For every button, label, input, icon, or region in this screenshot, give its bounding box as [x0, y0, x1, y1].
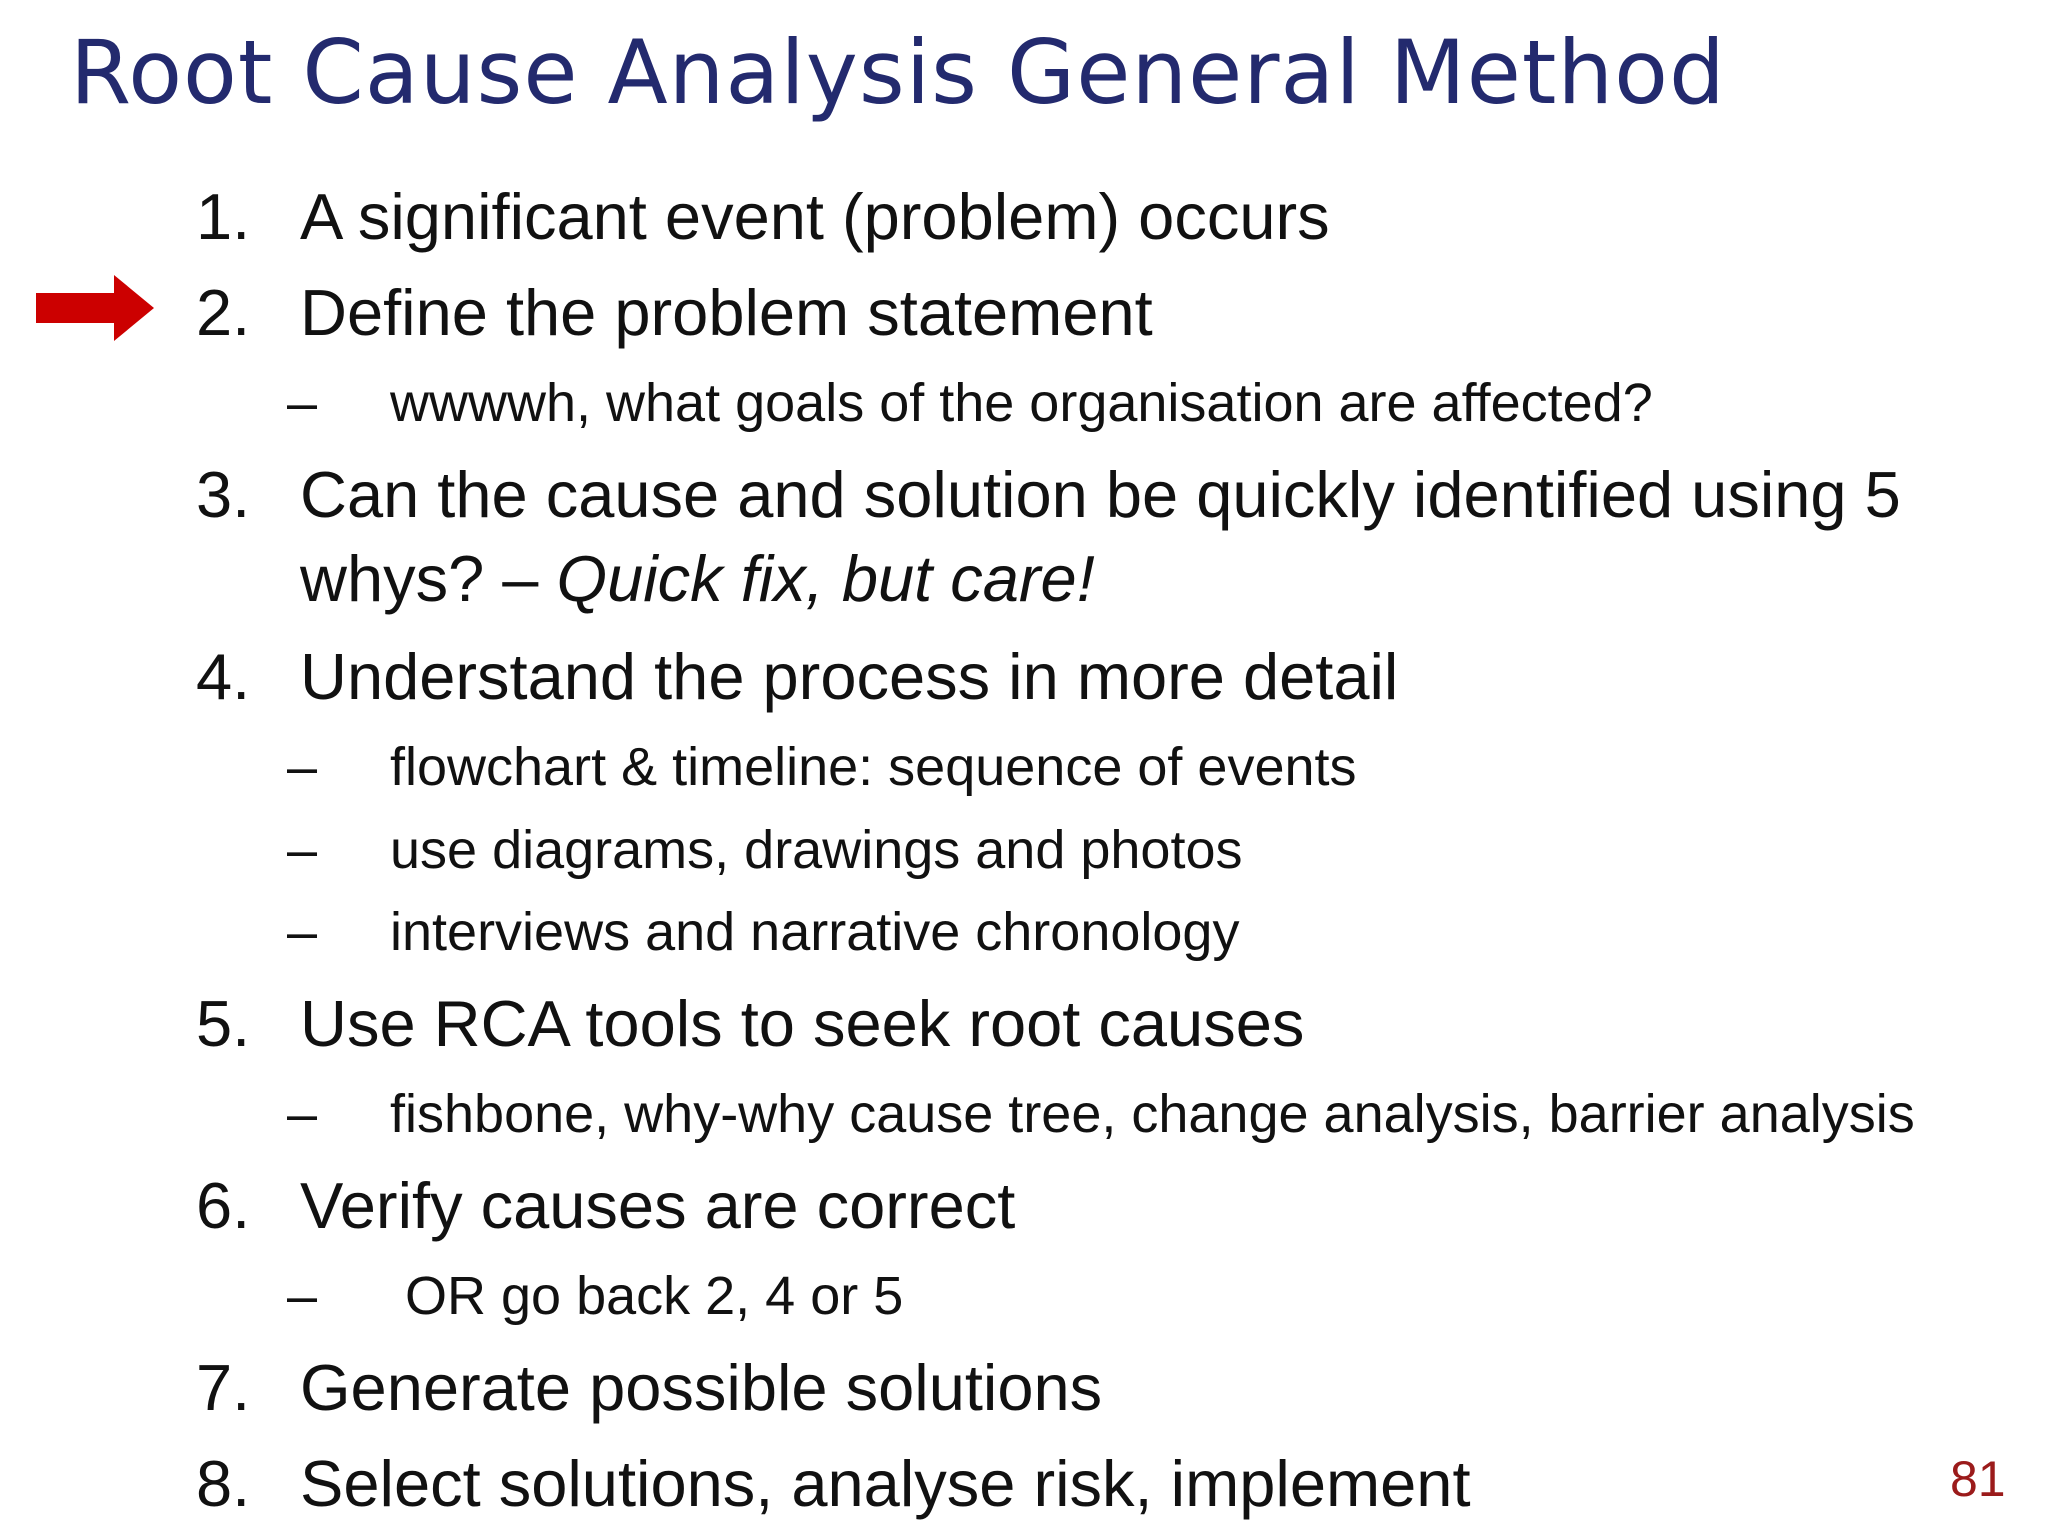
list-item-text: Use RCA tools to seek root causes: [300, 987, 1305, 1060]
sub-item-text: wwwwh, what goals of the organisation are affected?: [390, 373, 1653, 433]
dash-bullet: –: [287, 820, 318, 880]
sub-item-text: use diagrams, drawings and photos: [390, 820, 1243, 880]
list-item-number: 2.: [196, 276, 251, 349]
list-item-text: Verify causes are correct: [300, 1169, 1016, 1242]
list-item-number: 6.: [196, 1169, 251, 1242]
sub-item-text: flowchart & timeline: sequence of events: [390, 737, 1357, 797]
list-item-text: Can the cause and solution be quickly identified using 5: [300, 458, 1901, 531]
sub-item-text: OR go back 2, 4 or 5: [405, 1266, 904, 1326]
list-item-number: 8.: [196, 1447, 251, 1520]
page-number: 81: [1950, 1451, 2006, 1507]
sub-item-text: fishbone, why-why cause tree, change analysis, barrier analysis: [390, 1084, 1915, 1144]
list-item-text-italic: Quick fix, but care!: [556, 542, 1095, 615]
list-item-text: Understand the process in more detail: [300, 640, 1399, 713]
sub-item-text: interviews and narrative chronology: [390, 902, 1240, 962]
list-item-text: Select solutions, analyse risk, implement: [300, 1447, 1471, 1520]
list-item-text-plain: whys? –: [300, 542, 557, 615]
list-item-number: 5.: [196, 987, 251, 1060]
dash-bullet: –: [287, 1266, 318, 1326]
list-item-text: Generate possible solutions: [300, 1351, 1103, 1424]
dash-bullet: –: [287, 902, 318, 962]
dash-bullet: –: [287, 1084, 318, 1144]
dash-bullet: –: [287, 373, 318, 433]
right-arrow-icon: [36, 275, 154, 341]
list-item-number: 4.: [196, 640, 251, 713]
list-item-text-continued: [300, 540, 1095, 618]
list-item-text: Define the problem statement: [300, 276, 1153, 349]
slide-title: Root Cause Analysis General Method: [70, 21, 1726, 124]
list-item-number: 1.: [196, 180, 251, 253]
list-item-number: 3.: [196, 458, 251, 531]
list-item-number: 7.: [196, 1351, 251, 1424]
list-item-text: A significant event (problem) occurs: [300, 180, 1330, 253]
dash-bullet: –: [287, 737, 318, 797]
